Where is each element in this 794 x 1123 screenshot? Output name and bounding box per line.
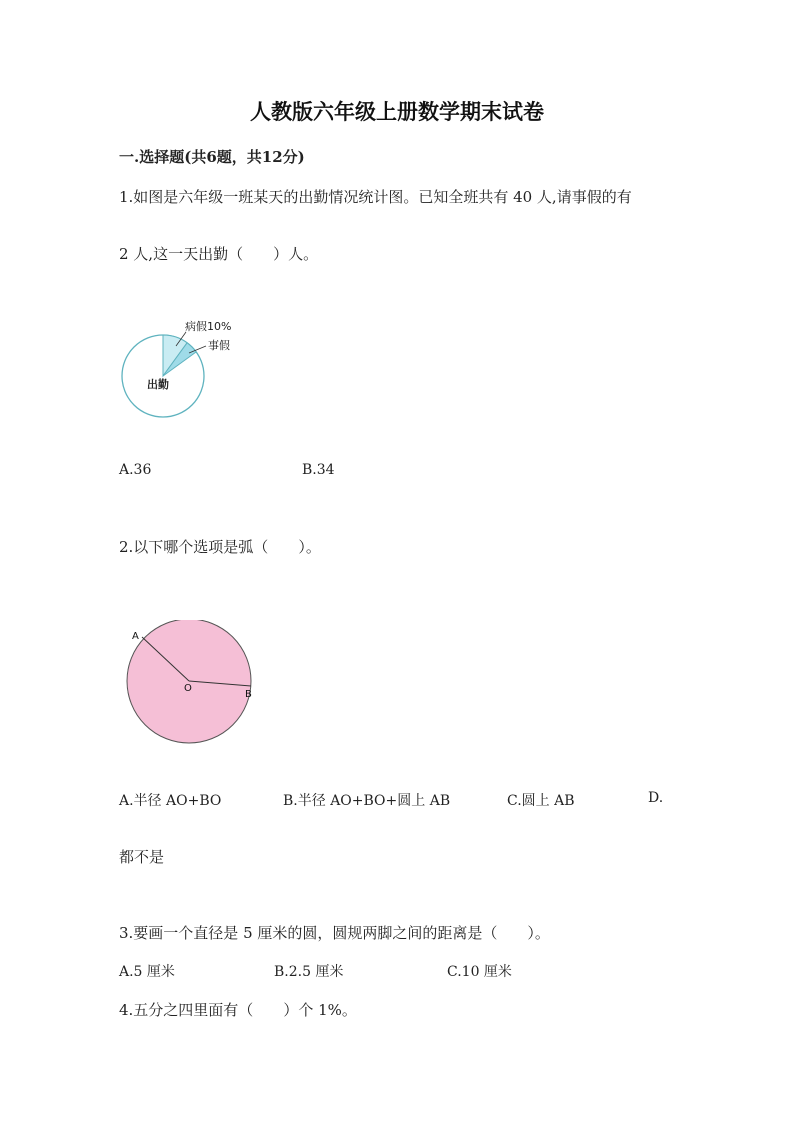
question-1-line-2: 2 人,这一天出勤（ ）人。: [119, 245, 319, 263]
question-2: 2.以下哪个选项是弧（ ）。: [119, 538, 321, 556]
section-heading: 一.选择题(共6题，共12分): [119, 148, 305, 166]
q3-option-a[interactable]: A.5 厘米: [119, 964, 175, 980]
question-3: 3.要画一个直径是 5 厘米的圆，圆规两脚之间的距离是（ ）。: [119, 924, 550, 942]
q2-option-b[interactable]: B.半径 AO+BO+圆上 AB: [283, 793, 451, 809]
point-a-label: A: [132, 631, 139, 642]
q2-option-c[interactable]: C.圆上 AB: [507, 793, 575, 809]
question-1-line-1: 1.如图是六年级一班某天的出勤情况统计图。已知全班共有 40 人,请事假的有: [119, 188, 632, 206]
point-o-label: O: [184, 683, 192, 694]
q2-option-a[interactable]: A.半径 AO+BO: [119, 793, 222, 809]
q2-option-d-text: 都不是: [119, 848, 165, 866]
q3-option-c[interactable]: C.10 厘米: [447, 964, 512, 980]
q1-option-a[interactable]: A.36: [119, 462, 152, 478]
pie-label-sick: 病假10%: [185, 320, 232, 333]
page-title: 人教版六年级上册数学期末试卷: [250, 99, 544, 124]
attendance-pie-chart: [112, 312, 252, 424]
q1-option-b[interactable]: B.34: [302, 462, 335, 478]
question-4: 4.五分之四里面有（ ）个 1%。: [119, 1001, 357, 1019]
q2-option-d[interactable]: D.: [648, 790, 664, 806]
pie-label-personal: 事假: [208, 339, 230, 352]
point-b-label: B: [245, 689, 252, 700]
q3-option-b[interactable]: B.2.5 厘米: [274, 964, 344, 980]
circle-arc-figure: [118, 620, 268, 750]
pie-label-present: 出勤: [147, 378, 169, 391]
